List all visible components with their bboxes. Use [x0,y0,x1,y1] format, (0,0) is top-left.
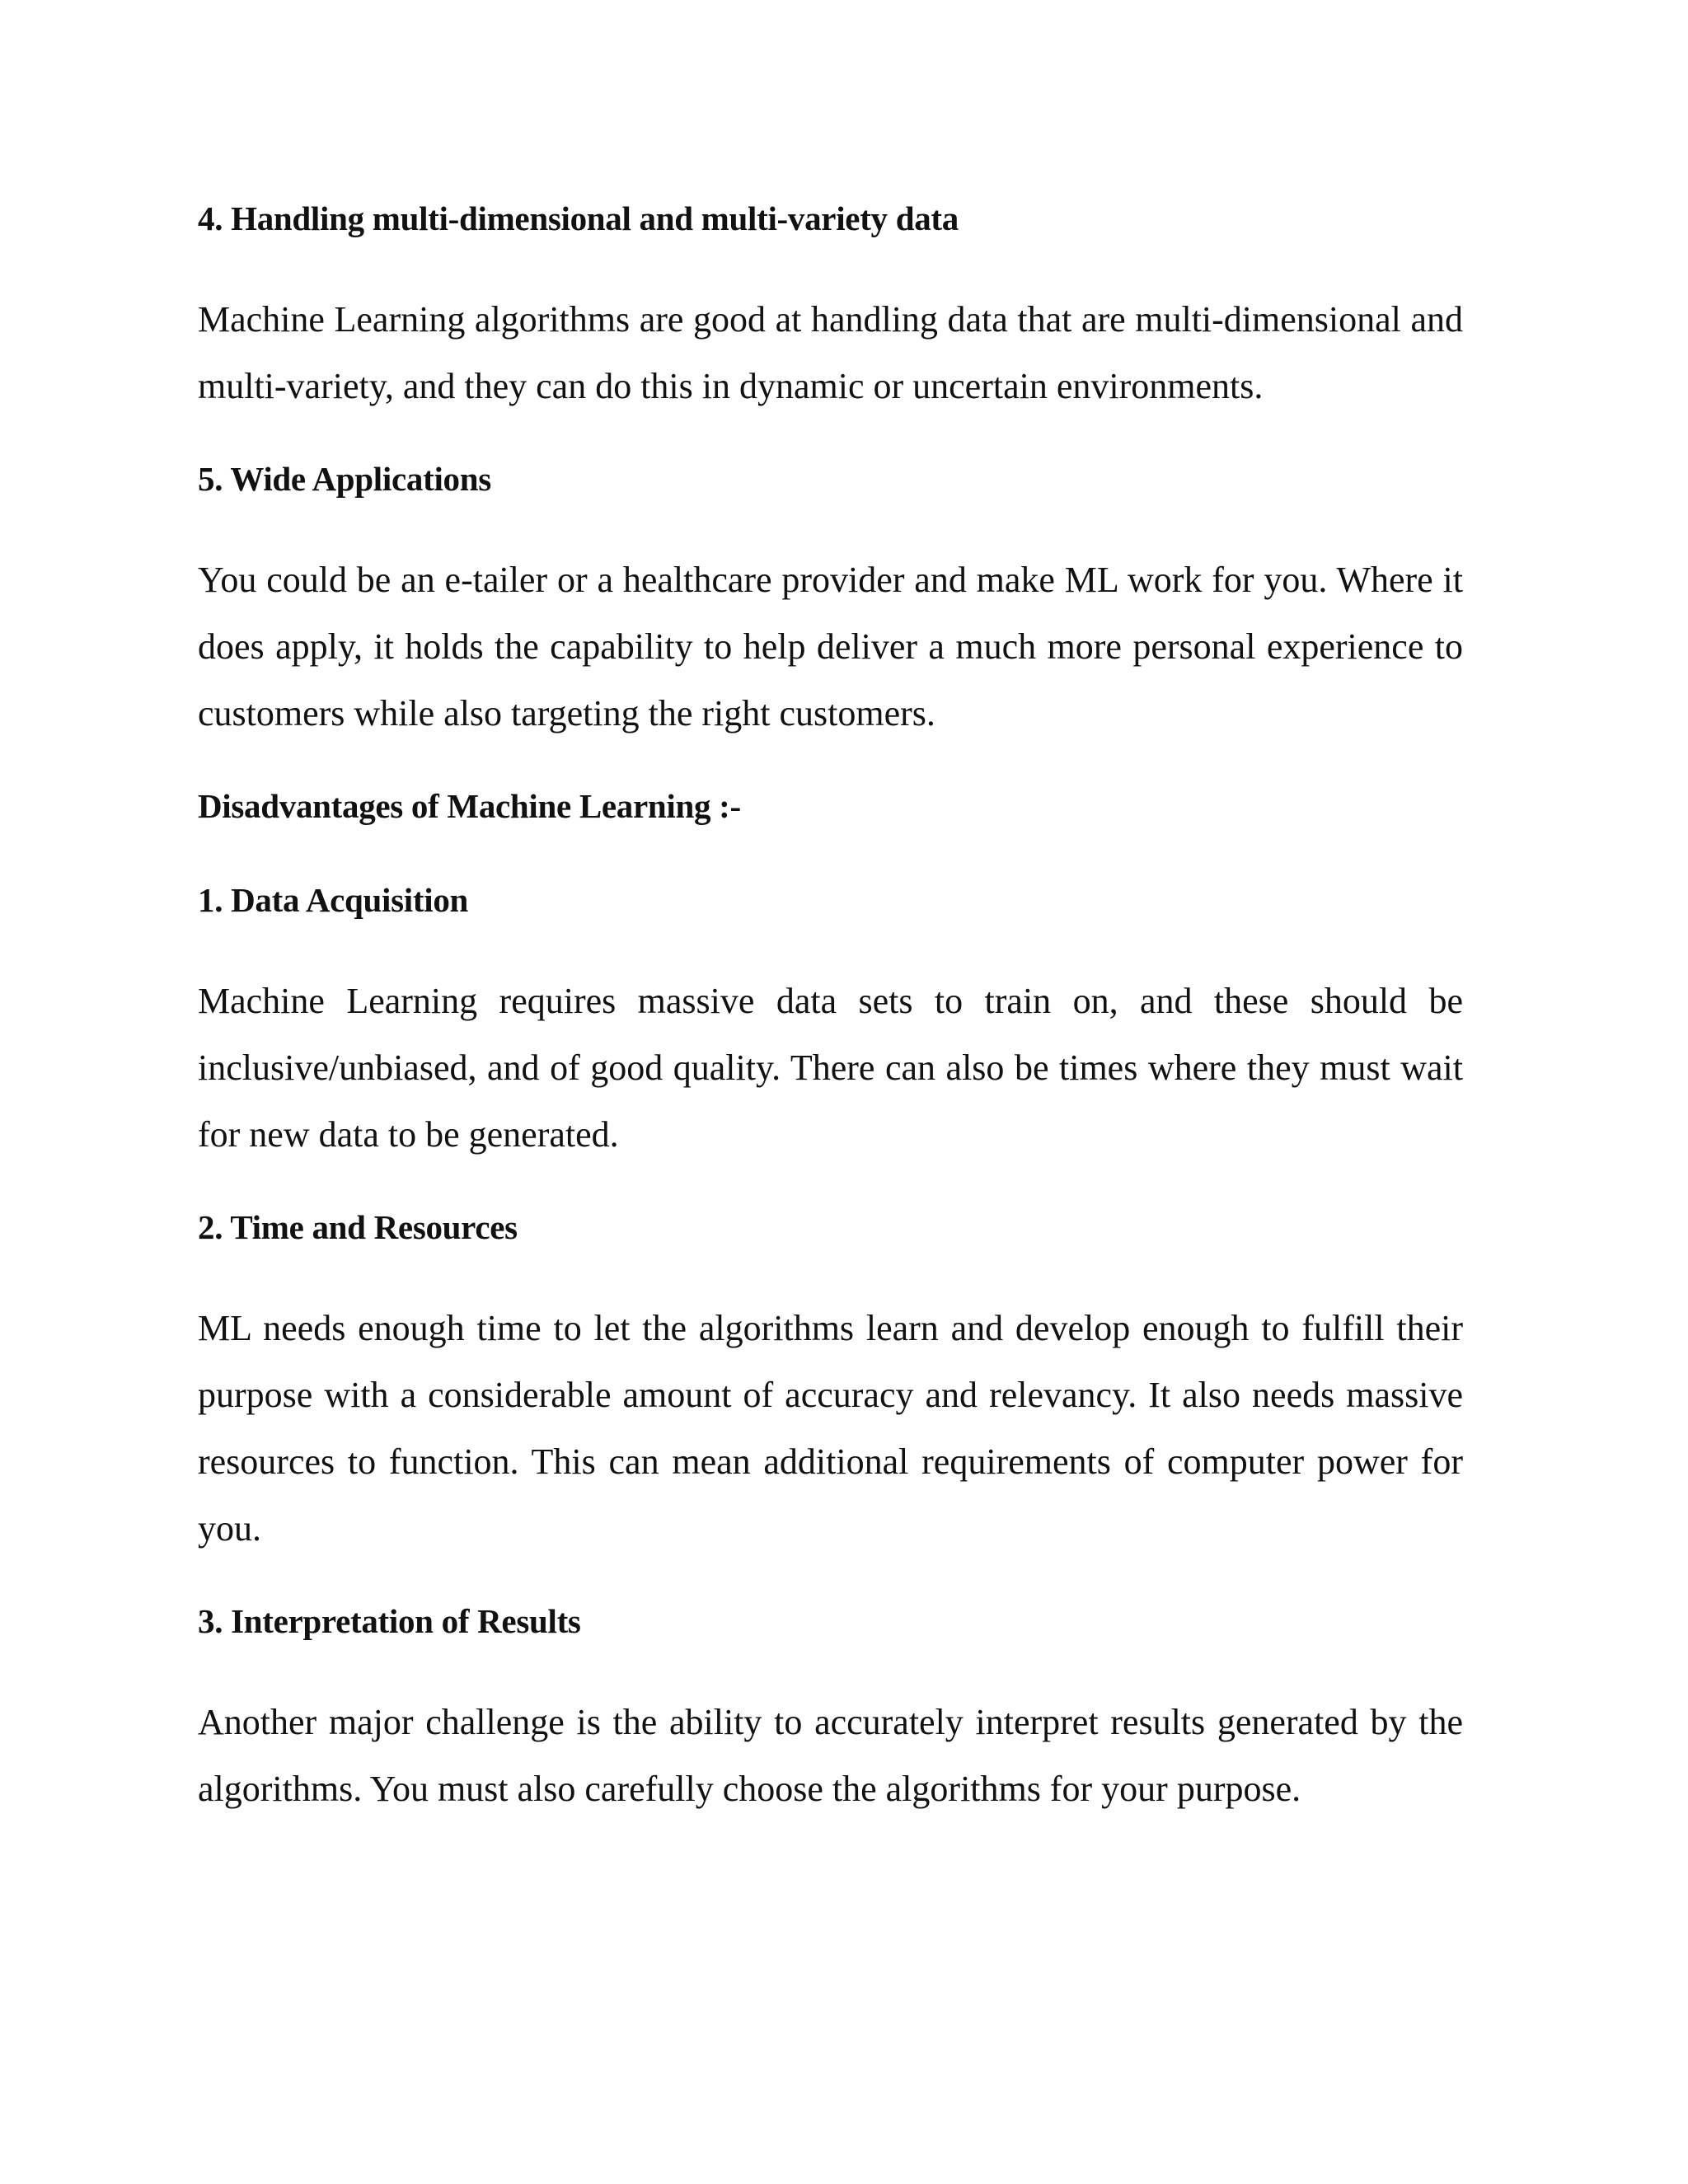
heading-wide-applications: 5. Wide Applications [198,460,491,498]
paragraph-time-and-resources: ML needs enough time to let the algorithms learn and develop enough to fulfill their purpose with a considerable amount of accuracy and relevancy. It also needs massive resources to function. This can mean additional requirements of computer power for you. [198,1308,1463,1549]
paragraph-multi-dimensional-data: Machine Learning algorithms are good at handling data that are multi-dimensional and multi-variety, and they can do this in dynamic or uncertain environments. [198,299,1463,406]
paragraph-data-acquisition: Machine Learning requires massive data sets to train on, and these should be inclusive/unbiased, and of good quality. There can also be times where they must wait for new data to be generated. [198,981,1463,1155]
heading-disadvantages: Disadvantages of Machine Learning :- [198,787,741,825]
paragraph-interpretation-of-results: Another major challenge is the ability to accurately interpret results generated by the algorithms. You must also carefully choose the algorithms for your purpose. [198,1702,1463,1809]
heading-data-acquisition: 1. Data Acquisition [198,881,469,919]
paragraph-wide-applications: You could be an e-tailer or a healthcare provider and make ML work for you. Where it does apply, it holds the capability to help deliver a much more personal experience to customers while also targeting the right customers. [198,560,1463,733]
heading-time-and-resources: 2. Time and Resources [198,1208,518,1246]
document-page [198,194,1463,1822]
heading-interpretation-of-results: 3. Interpretation of Results [198,1602,581,1640]
heading-multi-dimensional-data: 4. Handling multi-dimensional and multi-variety data [198,199,959,237]
